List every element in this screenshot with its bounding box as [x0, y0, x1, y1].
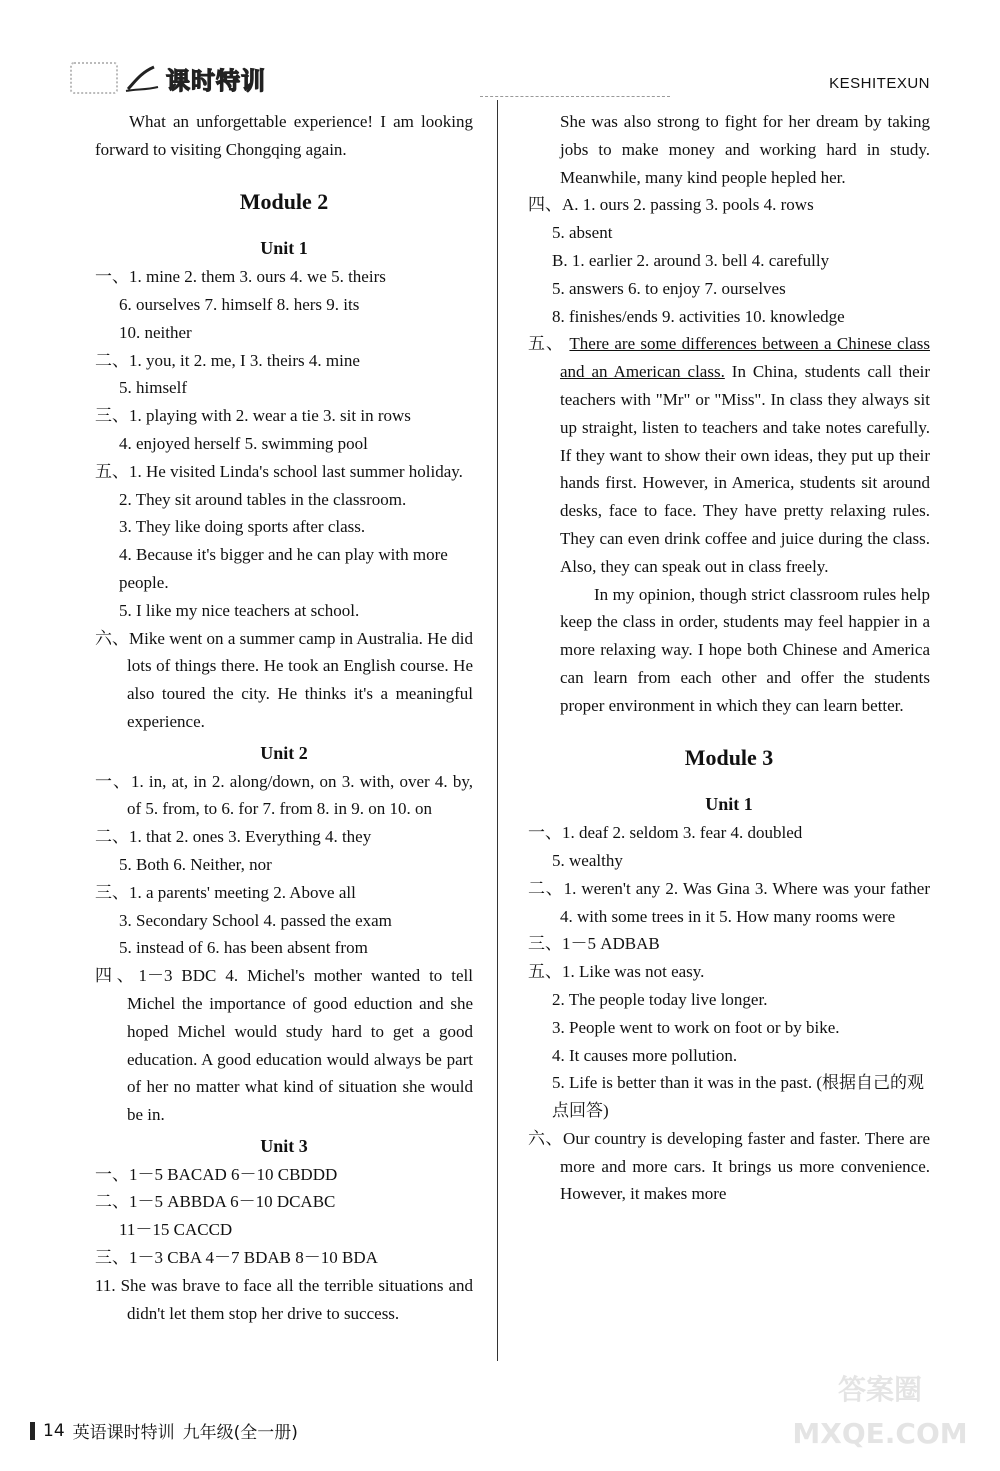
answer-item: 四、1－3 BDC 4. Michel's mother wanted to tell Michel the importance of good eduction and she hoped Michel would study hard to get a good education. A good education would always be part of her no matter what kind of situation she would be in. — [95, 966, 473, 1125]
logo-title: 课时特训 — [166, 66, 266, 95]
left-column — [95, 108, 473, 1327]
answer-item: 三、1－5 ADBAB — [528, 934, 660, 954]
answer-subline: 5. himself — [119, 378, 187, 398]
module-heading: Module 2 — [239, 188, 329, 214]
header-rule — [480, 96, 670, 97]
footer-bar — [30, 1422, 35, 1440]
answer-subline: 4. enjoyed herself 5. swimming pool — [119, 433, 368, 453]
answer-item: 四、A. 1. ours 2. passing 3. pools 4. rows — [528, 195, 814, 215]
answer-subline: 5. wealthy — [552, 850, 623, 870]
answer-subline: 3. They like doing sports after class. — [119, 517, 366, 537]
answer-subline: 11－15 CACCD — [119, 1220, 233, 1240]
answer-subline: 5. instead of 6. has been absent from — [119, 938, 368, 958]
answer-item: 六、Our country is developing faster and faster. There are more and more cars. It brings us more convenience. However, it makes more — [528, 1128, 930, 1204]
answer-item: 一、1. in, at, in 2. along/down, on 3. with, over 4. by, of 5. from, to 6. for 7. from 8. in 9. on 10. on — [95, 771, 473, 819]
watermark-line2: MXQE.COM — [792, 1417, 968, 1450]
answer-item: 11. She was brave to face all the terrible situations and didn't let them stop her drive to success. — [95, 1275, 473, 1323]
answer-item: 三、1. a parents' meeting 2. Above all — [95, 882, 356, 902]
page-number: 14 — [43, 1420, 65, 1441]
answer-continuation: She was also strong to fight for her dream by taking jobs to make money and working hard in study. Meanwhile, many kind people hepled her. — [560, 112, 930, 187]
unit-heading: Unit 3 — [260, 1135, 308, 1156]
logo-ghost-mark — [70, 62, 118, 94]
answer-subline: 8. finishes/ends 9. activities 10. knowledge — [552, 306, 845, 326]
paragraph: What an unforgettable experience! I am looking forward to visiting Chongqing again. — [95, 112, 473, 159]
unit-heading: Unit 1 — [705, 794, 753, 815]
answer-item: 三、1－3 CBA 4－7 BDAB 8－10 BDA — [95, 1248, 378, 1268]
column-divider — [497, 100, 498, 1361]
answer-item: 五、1. Like was not easy. — [528, 962, 705, 982]
answer-item: 二、1. you, it 2. me, I 3. theirs 4. mine — [95, 350, 360, 370]
answer-item: 二、1. weren't any 2. Was Gina 3. Where was your father 4. with some trees in it 5. How many rooms were — [528, 878, 930, 926]
answer-subline: 2. The people today live longer. — [552, 989, 768, 1009]
answer-subline: 10. neither — [119, 322, 192, 342]
grade-label: 九年级(全一册) — [182, 1423, 298, 1443]
page-footer — [30, 1418, 298, 1443]
essay-topic-sentence: There are some differences between a Chinese class and an American class. — [560, 334, 931, 382]
essay-paragraph: In my opinion, though strict classroom rules help keep the class in order, students may feel happier in a more relaxing way. I hope both Chinese and America can learn from each other and offer the students proper environment in which they can learn better. — [560, 584, 930, 715]
answer-item: 二、1－5 ABBDA 6－10 DCABC — [95, 1192, 336, 1212]
right-column — [528, 108, 930, 1208]
answer-subline: 5. Life is better than it was in the past. (根据自己的观点回答) — [552, 1073, 925, 1121]
answer-item: 一、1. deaf 2. seldom 3. fear 4. doubled — [528, 823, 803, 843]
answer-item: 一、1－5 BACAD 6－10 CBDDD — [95, 1164, 338, 1184]
answer-subline: 4. It causes more pollution. — [552, 1045, 738, 1065]
answer-item: 三、1. playing with 2. wear a tie 3. sit in rows — [95, 406, 411, 426]
answer-subline: 6. ourselves 7. himself 8. hers 9. its — [119, 294, 360, 314]
answer-subline: 5. I like my nice teachers at school. — [119, 600, 360, 620]
answer-subline: 3. People went to work on foot or by bike. — [552, 1017, 840, 1037]
answer-item: 一、1. mine 2. them 3. ours 4. we 5. theirs — [95, 267, 386, 287]
answer-subline: 5. answers 6. to enjoy 7. ourselves — [552, 278, 786, 298]
answer-subline: 5. Both 6. Neither, nor — [119, 854, 272, 874]
page-header — [0, 0, 1000, 100]
answer-item: 六、Mike went on a summer camp in Australia. He did lots of things there. He took an English course. He also toured the city. He thinks it's a meaningful experience. — [95, 628, 473, 731]
header-right-text: KESHITEXUN — [829, 75, 930, 92]
unit-heading: Unit 1 — [260, 238, 308, 259]
answer-item: 二、1. that 2. ones 3. Everything 4. they — [95, 827, 372, 847]
book-title: 英语课时特训 — [72, 1423, 175, 1443]
watermark — [785, 1351, 975, 1461]
unit-heading: Unit 2 — [260, 742, 308, 763]
answer-subline: 5. absent — [552, 223, 613, 243]
watermark-line1: 答案圈 — [837, 1373, 923, 1406]
answer-item: 五、1. He visited Linda's school last summer holiday. — [95, 461, 463, 481]
pen-icon — [124, 63, 160, 93]
module-heading: Module 3 — [684, 744, 774, 770]
answer-subline: 3. Secondary School 4. passed the exam — [119, 910, 392, 930]
logo — [70, 58, 266, 98]
answer-subline: 2. They sit around tables in the classroom. — [119, 489, 407, 509]
answer-subline: B. 1. earlier 2. around 3. bell 4. carefully — [552, 250, 830, 270]
answer-item: 五、 There are some differences between a Chinese class and an American class. In China, students call their teachers with "Mr" or "Miss". In class they always sit up straight, listen to teachers and take notes carefully. If they want to show their own ideas, they put up their hands first. However, in America, students sit around desks, face to face. They have pretty relaxing rules. They can even drink coffee and juice during the class. Also, they can speak out in class freely. — [528, 334, 931, 576]
answer-subline: 4. Because it's bigger and he can play with more people. — [119, 545, 448, 592]
